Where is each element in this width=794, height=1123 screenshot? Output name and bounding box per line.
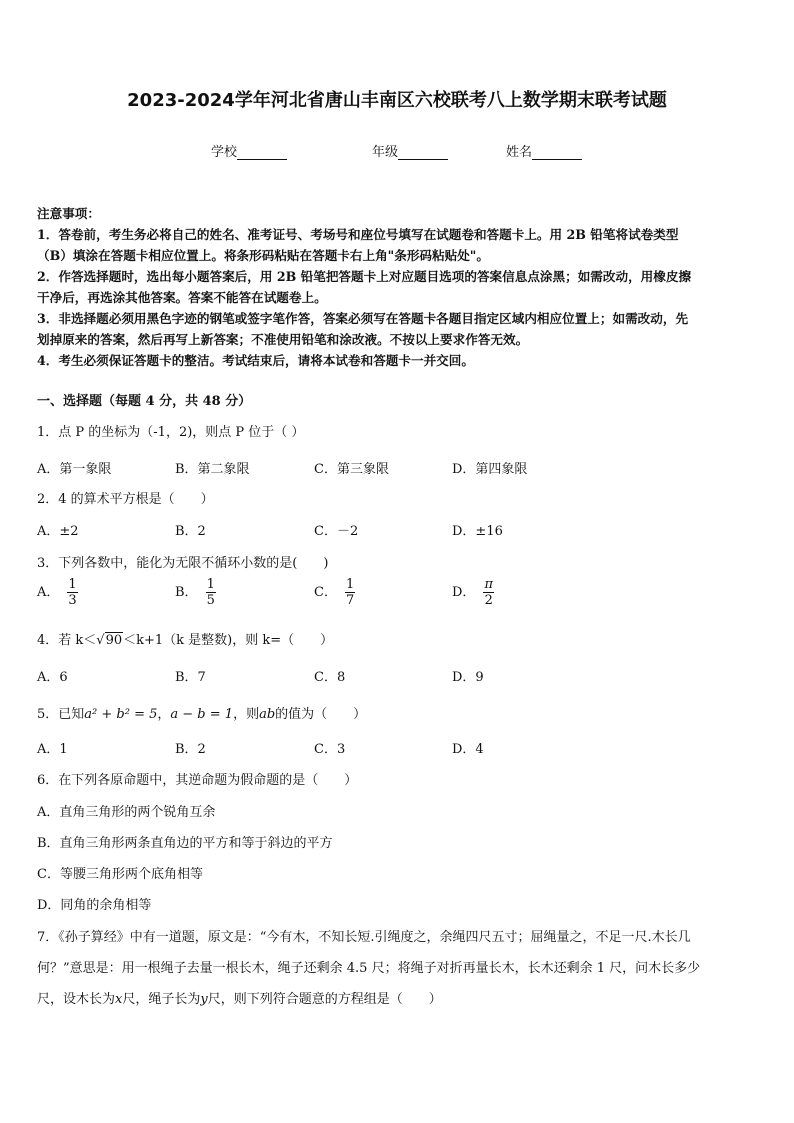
- question-3-stem: 3．下列各数中，能化为无限不循环小数的是( ): [37, 556, 329, 571]
- q4-option-c[interactable]: C．8: [314, 670, 346, 685]
- q4-option-a[interactable]: A．6: [37, 670, 68, 685]
- q5-option-c[interactable]: C．3: [314, 742, 346, 757]
- option-label: A．: [37, 585, 60, 600]
- notice-line: 3．非选择题必须用黑色字迹的钢笔或签字笔作答，答案必须写在答题卡各题目指定区域内相应位置上；如需改动，先: [37, 311, 689, 326]
- q7-text: 尺，设木长为: [37, 992, 116, 1007]
- question-7-line: [37, 988, 442, 1007]
- q2-option-a[interactable]: A．±2: [37, 524, 79, 539]
- variable-y: y: [200, 992, 208, 1007]
- q6-option-d[interactable]: D．同角的余角相等: [37, 898, 152, 913]
- q6-option-b[interactable]: B．直角三角形两条直角边的平方和等于斜边的平方: [37, 836, 333, 851]
- q3-option-a[interactable]: [37, 577, 78, 608]
- equation-1: a² + b² = 5: [84, 707, 158, 722]
- name-field[interactable]: [506, 141, 582, 160]
- option-label: D．: [452, 585, 476, 600]
- q7-text: 尺，绳子长为: [122, 992, 201, 1007]
- q1-option-c[interactable]: C．第三象限: [314, 462, 389, 477]
- radicand: 90: [105, 633, 123, 648]
- school-field[interactable]: [211, 141, 287, 160]
- school-label: 学校: [211, 145, 238, 160]
- question-7-line: 7．《孙子算经》中有一道题，原文是：“今有木，不知长短.引绳度之，余绳四尺五寸；屈绳量之，不足一尺.木长几: [37, 930, 691, 945]
- notice-line: （B）填涂在答题卡相应位置上。将条形码粘贴在答题卡右上角"条形码粘贴处"。: [37, 248, 489, 263]
- page-title: 2023-2024学年河北省唐山丰南区六校联考八上数学期末联考试题: [127, 90, 667, 111]
- fraction: [345, 577, 355, 608]
- q1-option-a[interactable]: A．第一象限: [37, 462, 112, 477]
- question-7-line: 何？”意思是：用一根绳子去量一根长木，绳子还剩余 4.5 尺；将绳子对折再量长木，长木还剩余 1 尺，问木长多少: [37, 961, 701, 976]
- question-2-stem: 2．4 的算术平方根是（ ）: [37, 492, 214, 507]
- fraction: [67, 577, 77, 608]
- fraction: [483, 577, 494, 608]
- question-4-stem: [37, 629, 333, 648]
- q3-option-b[interactable]: [175, 577, 216, 608]
- q3-option-c[interactable]: [314, 577, 355, 608]
- sqrt-expression: √90: [96, 633, 123, 648]
- notice-heading: 注意事项：: [37, 206, 100, 221]
- q3-option-d[interactable]: [452, 577, 494, 608]
- q1-option-b[interactable]: B．第二象限: [175, 462, 250, 477]
- school-blank[interactable]: [237, 145, 287, 160]
- section-heading: 一、选择题（每题 4 分，共 48 分）: [37, 394, 252, 409]
- numerator: 1: [345, 577, 355, 592]
- fraction: [206, 577, 216, 608]
- grade-blank[interactable]: [398, 145, 448, 160]
- numerator: π: [484, 577, 493, 592]
- q4-post: ＜k+1（k 是整数)，则 k=（ ）: [123, 633, 334, 648]
- notice-line: 1．答卷前，考生务必将自己的姓名、准考证号、考场号和座位号填写在试题卷和答题卡上。用 2B 铅笔将试卷类型: [37, 227, 679, 242]
- option-label: C．: [314, 585, 337, 600]
- grade-field[interactable]: [372, 141, 448, 160]
- q6-option-c[interactable]: C．等腰三角形两个底角相等: [37, 867, 203, 882]
- q5-pre: 5．已知: [37, 707, 85, 722]
- question-6-stem: 6．在下列各原命题中，其逆命题为假命题的是（ ）: [37, 773, 358, 788]
- q6-option-a[interactable]: A．直角三角形的两个锐角互余: [37, 805, 216, 820]
- denominator: 2: [484, 593, 493, 608]
- q2-option-d[interactable]: D．±16: [452, 524, 503, 539]
- name-blank[interactable]: [532, 145, 582, 160]
- numerator: 1: [68, 577, 77, 592]
- notice-line: 2．作答选择题时，选出每小题答案后，用 2B 铅笔把答题卡上对应题目选项的答案信息点涂黑；如需改动，用橡皮擦: [37, 269, 692, 284]
- notice-line: 4．考生必须保证答题卡的整洁。考试结束后，请将本试卷和答题卡一并交回。: [37, 353, 474, 368]
- variable-x: x: [115, 992, 123, 1007]
- name-label: 姓名: [506, 145, 533, 160]
- q5-option-a[interactable]: A．1: [37, 742, 68, 757]
- q4-pre: 4．若 k＜: [37, 633, 97, 648]
- q5-post: 的值为（ ）: [275, 707, 367, 722]
- q5-sep: ，: [157, 707, 171, 722]
- option-label: B．: [175, 585, 198, 600]
- q5-option-d[interactable]: D．4: [452, 742, 484, 757]
- numerator: 1: [206, 577, 215, 592]
- q2-option-b[interactable]: B．2: [175, 524, 206, 539]
- q4-option-d[interactable]: D．9: [452, 670, 484, 685]
- q4-option-b[interactable]: B．7: [175, 670, 206, 685]
- denominator: 3: [68, 593, 77, 608]
- denominator: 7: [345, 593, 355, 608]
- q5-option-b[interactable]: B．2: [175, 742, 206, 757]
- notice-line: 划掉原来的答案，然后再写上新答案；不准使用铅笔和涂改液。不按以上要求作答无效。: [37, 332, 529, 347]
- question-1-stem: 1．点 P 的坐标为（-1，2)，则点 P 位于（ ）: [37, 425, 305, 440]
- denominator: 5: [206, 593, 215, 608]
- notice-line: 干净后，再选涂其他答案。答案不能答在试题卷上。: [37, 290, 327, 305]
- q7-text: 尺，则下列符合题意的方程组是（ ）: [207, 992, 442, 1007]
- q2-option-c[interactable]: C．－2: [314, 524, 359, 539]
- product-ab: ab: [259, 707, 276, 722]
- q5-mid: ，则: [233, 707, 260, 722]
- question-5-stem: [37, 703, 366, 722]
- q1-option-d[interactable]: D．第四象限: [452, 462, 528, 477]
- equation-2: a − b = 1: [170, 707, 234, 722]
- grade-label: 年级: [372, 145, 399, 160]
